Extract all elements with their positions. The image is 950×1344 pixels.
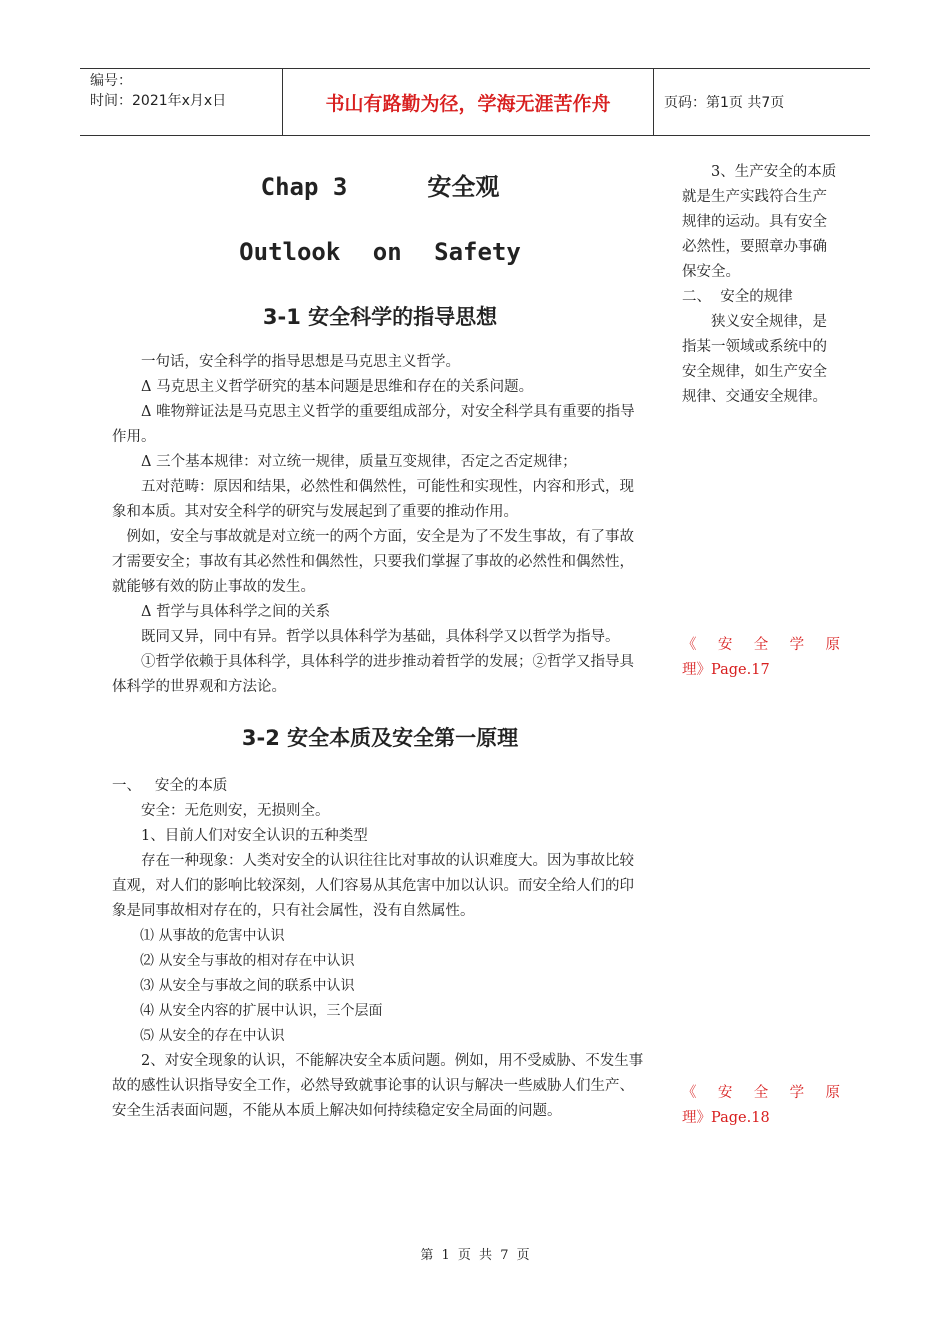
ref-char: 安 — [717, 1085, 733, 1101]
ref-char: 学 — [789, 637, 805, 653]
ref-char: 《 — [682, 1085, 697, 1101]
ref-tail: 理》Page.17 — [682, 662, 770, 678]
list-item: ⑴ 从事故的危害中认识 — [140, 928, 285, 944]
main-content — [112, 160, 648, 1124]
chapter-title-cn: 安全观 — [427, 173, 500, 201]
list-item: ⑷ 从安全内容的扩展中认识，三个层面 — [140, 1003, 383, 1019]
section-heading-3-1: 3-1 安全科学的指导思想 — [262, 305, 498, 329]
header-page-code: 页码：第1页 共7页 — [664, 95, 785, 111]
ref-char: 原 — [825, 637, 840, 653]
margin-note: 3、生产安全的本质就是生产实践符合生产规律的运动。具有安全必然性，要照章办事确保安全。 — [682, 164, 837, 280]
paragraph: 2、对安全现象的认识，不能解决安全本质问题。例如，用不受威胁、不发生事故的感性认识指导安全工作，必然导致就事论事的认识与解决一些威胁人们生产、安全生活表面问题，不能从本质上解决如何持续稳定安全局面的问题。 — [112, 1053, 644, 1119]
list-item: ⑸ 从安全的存在中认识 — [140, 1028, 285, 1044]
paragraph: 例如，安全与事故就是对立统一的两个方面，安全是为了不发生事故，有了事故才需要安全；事故有其必然性和偶然性，只要我们掌握了事故的必然性和偶然性，就能够有效的防止事故的发生。 — [112, 529, 634, 595]
number-label: 编号： — [90, 73, 132, 89]
paragraph: 1、目前人们对安全认识的五种类型 — [141, 828, 368, 844]
margin-reference-1 — [682, 633, 840, 683]
header-motto: 书山有路勤为径，学海无涯苦作舟 — [282, 69, 654, 135]
ref-char: 全 — [753, 1085, 769, 1101]
ref-tail: 理》Page.18 — [682, 1110, 770, 1126]
page-header — [80, 68, 870, 136]
chapter-title-en: Outlook on Safety — [239, 238, 521, 266]
ref-char: 学 — [789, 1085, 805, 1101]
paragraph: 五对范畴：原因和结果，必然性和偶然性，可能性和实现性，内容和形式，现象和本质。其对安全科学的研究与发展起到了重要的推动作用。 — [112, 479, 634, 520]
paragraph: Δ 唯物辩证法是马克思主义哲学的重要组成部分，对安全科学具有重要的指导作用。 — [112, 404, 635, 445]
header-meta — [80, 69, 282, 135]
chapter-number: Chap 3 — [260, 173, 348, 201]
list-item: ⑵ 从安全与事故的相对存在中认识 — [140, 953, 355, 969]
ref-char: 安 — [717, 637, 733, 653]
paragraph: 既同又异，同中有异。哲学以具体科学为基础，具体科学又以哲学为指导。 — [141, 629, 620, 645]
section-heading-3-2: 3-2 安全本质及安全第一原理 — [241, 726, 519, 750]
paragraph: Δ 三个基本规律：对立统一规律，质量互变规律，否定之否定规律； — [141, 454, 577, 470]
paragraph: 一句话，安全科学的指导思想是马克思主义哲学。 — [141, 354, 460, 370]
ref-char: 《 — [682, 637, 697, 653]
paragraph: ①哲学依赖于具体科学，具体科学的进步推动着哲学的发展；②哲学又指导具体科学的世界观和方法论。 — [112, 654, 634, 695]
ref-char: 全 — [753, 637, 769, 653]
ref-char: 原 — [825, 1085, 840, 1101]
margin-note: 狭义安全规律，是指某一领域或系统中的安全规律，如生产安全规律、交通安全规律。 — [682, 314, 827, 405]
paragraph: Δ 马克思主义哲学研究的基本问题是思维和存在的关系问题。 — [141, 379, 534, 395]
time-label: 时间：2021年x月x日 — [90, 93, 227, 109]
margin-subheading: 二、 安全的规律 — [682, 289, 793, 305]
margin-notes — [682, 160, 840, 410]
chapter-title — [112, 160, 648, 214]
list-item: ⑶ 从安全与事故之间的联系中认识 — [140, 978, 355, 994]
page-footer: 第 1 页 共 7 页 — [420, 1248, 530, 1263]
paragraph: 存在一种现象：人类对安全的认识往往比对事故的认识难度大。因为事故比较直观，对人们的影响比较深刻，人们容易从其危害中加以认识。而安全给人们的印象是同事故相对存在的，只有社会属性，没有自然属性。 — [112, 853, 634, 919]
paragraph: Δ 哲学与具体科学之间的关系 — [141, 604, 331, 620]
subheading: 一、 安全的本质 — [112, 778, 228, 794]
paragraph: 安全：无危则安，无损则全。 — [141, 803, 330, 819]
margin-reference-2 — [682, 1081, 840, 1131]
